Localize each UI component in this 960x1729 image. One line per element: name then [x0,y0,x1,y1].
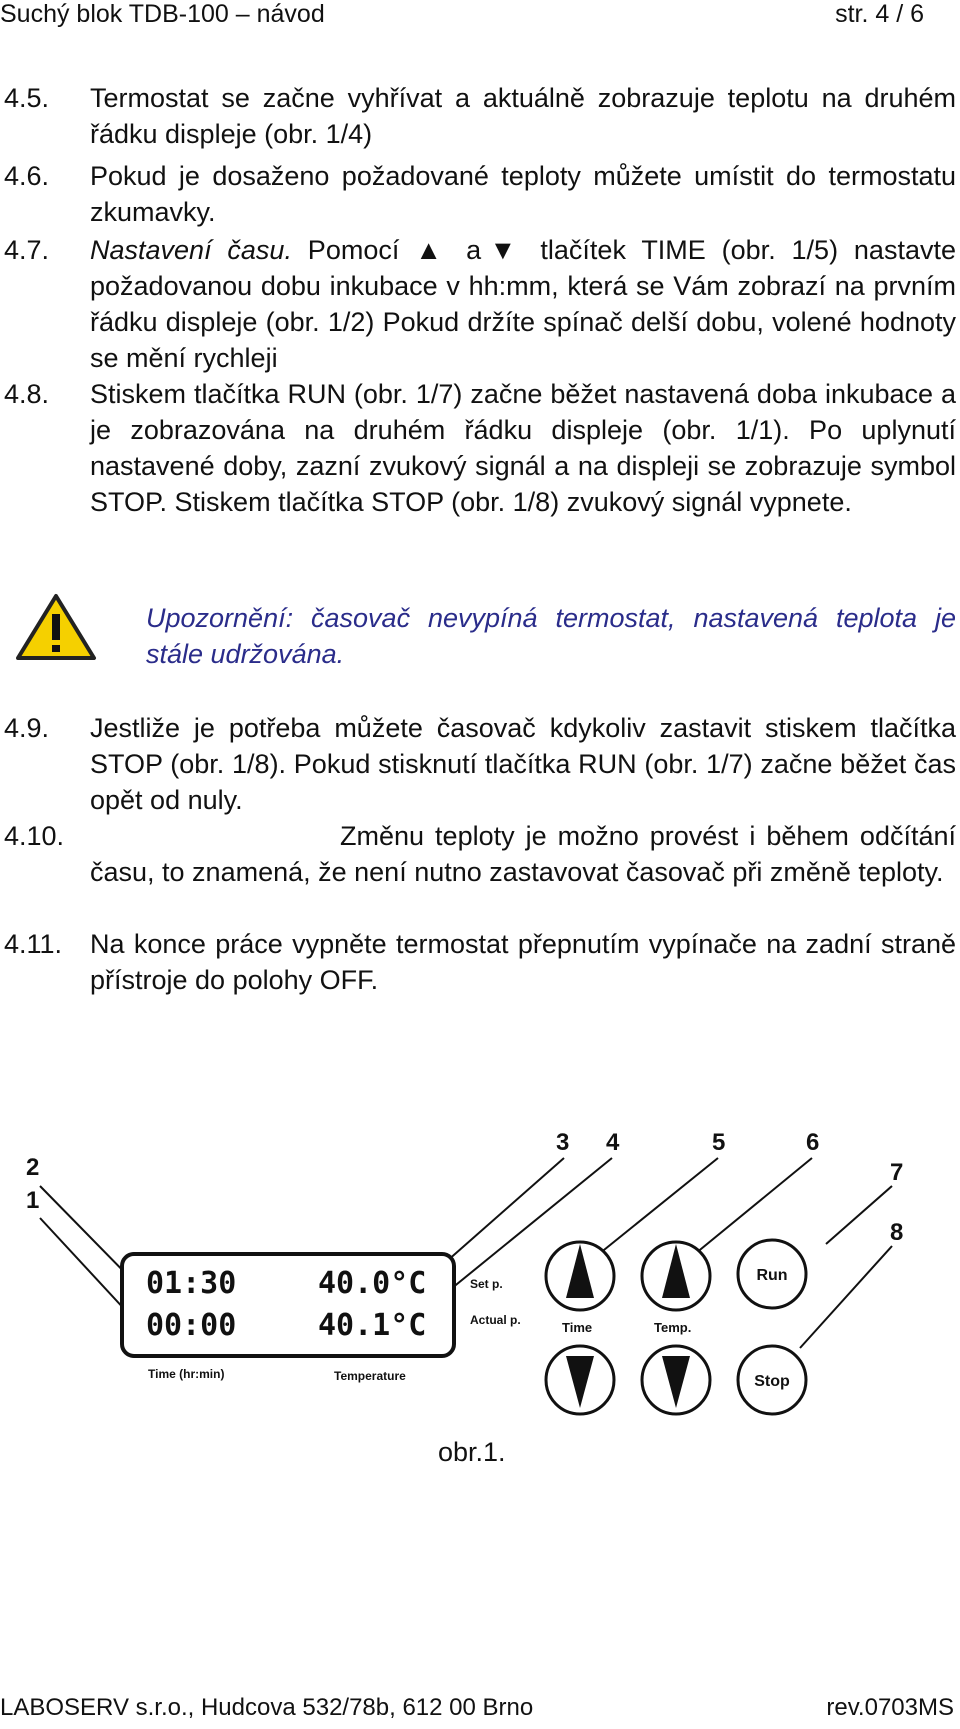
time-label: Time [562,1320,593,1335]
item-text: Termostat se začne vyhřívat a aktuálně zobrazuje teplotu na druhém řádku displeje (obr. 1/4) [90,83,956,149]
callout-5: 5 [712,1129,726,1156]
item-label: Nastavení času. [90,235,292,265]
label-time-unit: Time (hr:min) [148,1367,225,1381]
temp-down-button[interactable] [642,1346,710,1414]
item-text: Pokud je dosaženo požadované teploty můžete umístit do termostatu zkumavky. [90,161,956,227]
lcd-actual-temp: 40.1°C [318,1308,427,1343]
item-number: 4.8. [4,379,50,409]
callout-line-6 [690,1158,812,1258]
figure-caption: obr.1. [438,1437,506,1467]
item-number: 4.11. [4,929,63,959]
lcd-set-time: 01:30 [146,1266,237,1301]
document-title: Suchý blok TDB-100 – návod [0,0,325,28]
callout-3: 3 [556,1129,570,1156]
page-header [0,0,960,30]
item-number: 4.7. [4,235,50,265]
label-actual-point: Actual p. [470,1313,521,1327]
callout-7: 7 [890,1159,904,1186]
callout-2: 2 [26,1154,40,1181]
lcd-set-temp: 40.0°C [318,1266,427,1301]
run-button[interactable] [738,1240,806,1308]
warning-icon [14,592,98,662]
callout-4: 4 [606,1129,620,1156]
item-body: Změnu teploty je možno provést i během odčítání času, to znamená, že není nutno zastavovat časovač při změně teploty. [90,821,956,887]
callout-line-5 [594,1158,718,1258]
time-down-button[interactable] [546,1346,614,1414]
callout-6: 6 [806,1129,820,1156]
label-set-point: Set p. [470,1277,503,1291]
item-text [90,818,956,890]
list-item [4,926,956,998]
item-number: 4.6. [4,161,50,191]
callout-8: 8 [890,1219,904,1246]
time-up-button[interactable] [546,1242,614,1310]
list-item [4,158,956,230]
item-number: 4.5. [4,83,50,113]
stop-button[interactable] [738,1346,806,1414]
callout-1: 1 [26,1187,40,1214]
item-number: 4.9. [4,713,50,743]
item-text: Stiskem tlačítka RUN (obr. 1/7) začne běžet nastavená doba inkubace a je zobrazována na druhém řádku displeje (obr. 1/1). Po uplynutí nastavené doby, zazní zvukový signál a na displeji se zobrazuje symbol STOP. Stiskem tlačítka STOP (obr. 1/8) zvukový signál vypnete. [90,379,956,517]
temp-up-button[interactable] [642,1242,710,1310]
page-number: str. 4 / 6 [835,0,924,28]
label-temperature: Temperature [334,1369,406,1383]
item-text [90,232,956,376]
list-item [4,710,956,818]
list-item [4,376,956,520]
item-text: Jestliže je potřeba můžete časovač kdykoliv zastavit stiskem tlačítka STOP (obr. 1/8). Pokud stisknutí tlačítka RUN (obr. 1/7) začne běžet čas opět od nuly. [90,713,956,815]
control-panel-diagram [0,1118,960,1418]
list-item [4,818,956,890]
run-label: Run [756,1267,788,1284]
list-item [4,232,956,376]
item-text: Na konce práce vypněte termostat přepnutím vypínače na zadní straně přístroje do polohy OFF. [90,929,956,995]
warning-text: Upozornění: časovač nevypíná termostat, nastavená teplota je stále udržována. [146,603,956,669]
callout-line-8 [800,1246,892,1348]
stop-label: Stop [754,1373,790,1390]
company-address: LABOSERV s.r.o., Hudcova 532/78b, 612 00 Brno [0,1694,534,1721]
lcd-actual-time: 00:00 [146,1308,237,1343]
callout-line-7 [826,1186,892,1244]
revision: rev.0703MS [826,1694,954,1721]
list-item [4,80,956,152]
temp-label: Temp. [654,1320,692,1335]
item-body: Pomocí ▲ a▼ tlačítek TIME (obr. 1/5) nastavte požadovanou dobu inkubace v hh:mm, která se Vám zobrazí na prvním řádku displeje (obr. 1/2) Pokud držíte spínač delší dobu, volené hodnoty se mění rychleji [90,235,956,373]
item-number: 4.10. [4,821,65,851]
